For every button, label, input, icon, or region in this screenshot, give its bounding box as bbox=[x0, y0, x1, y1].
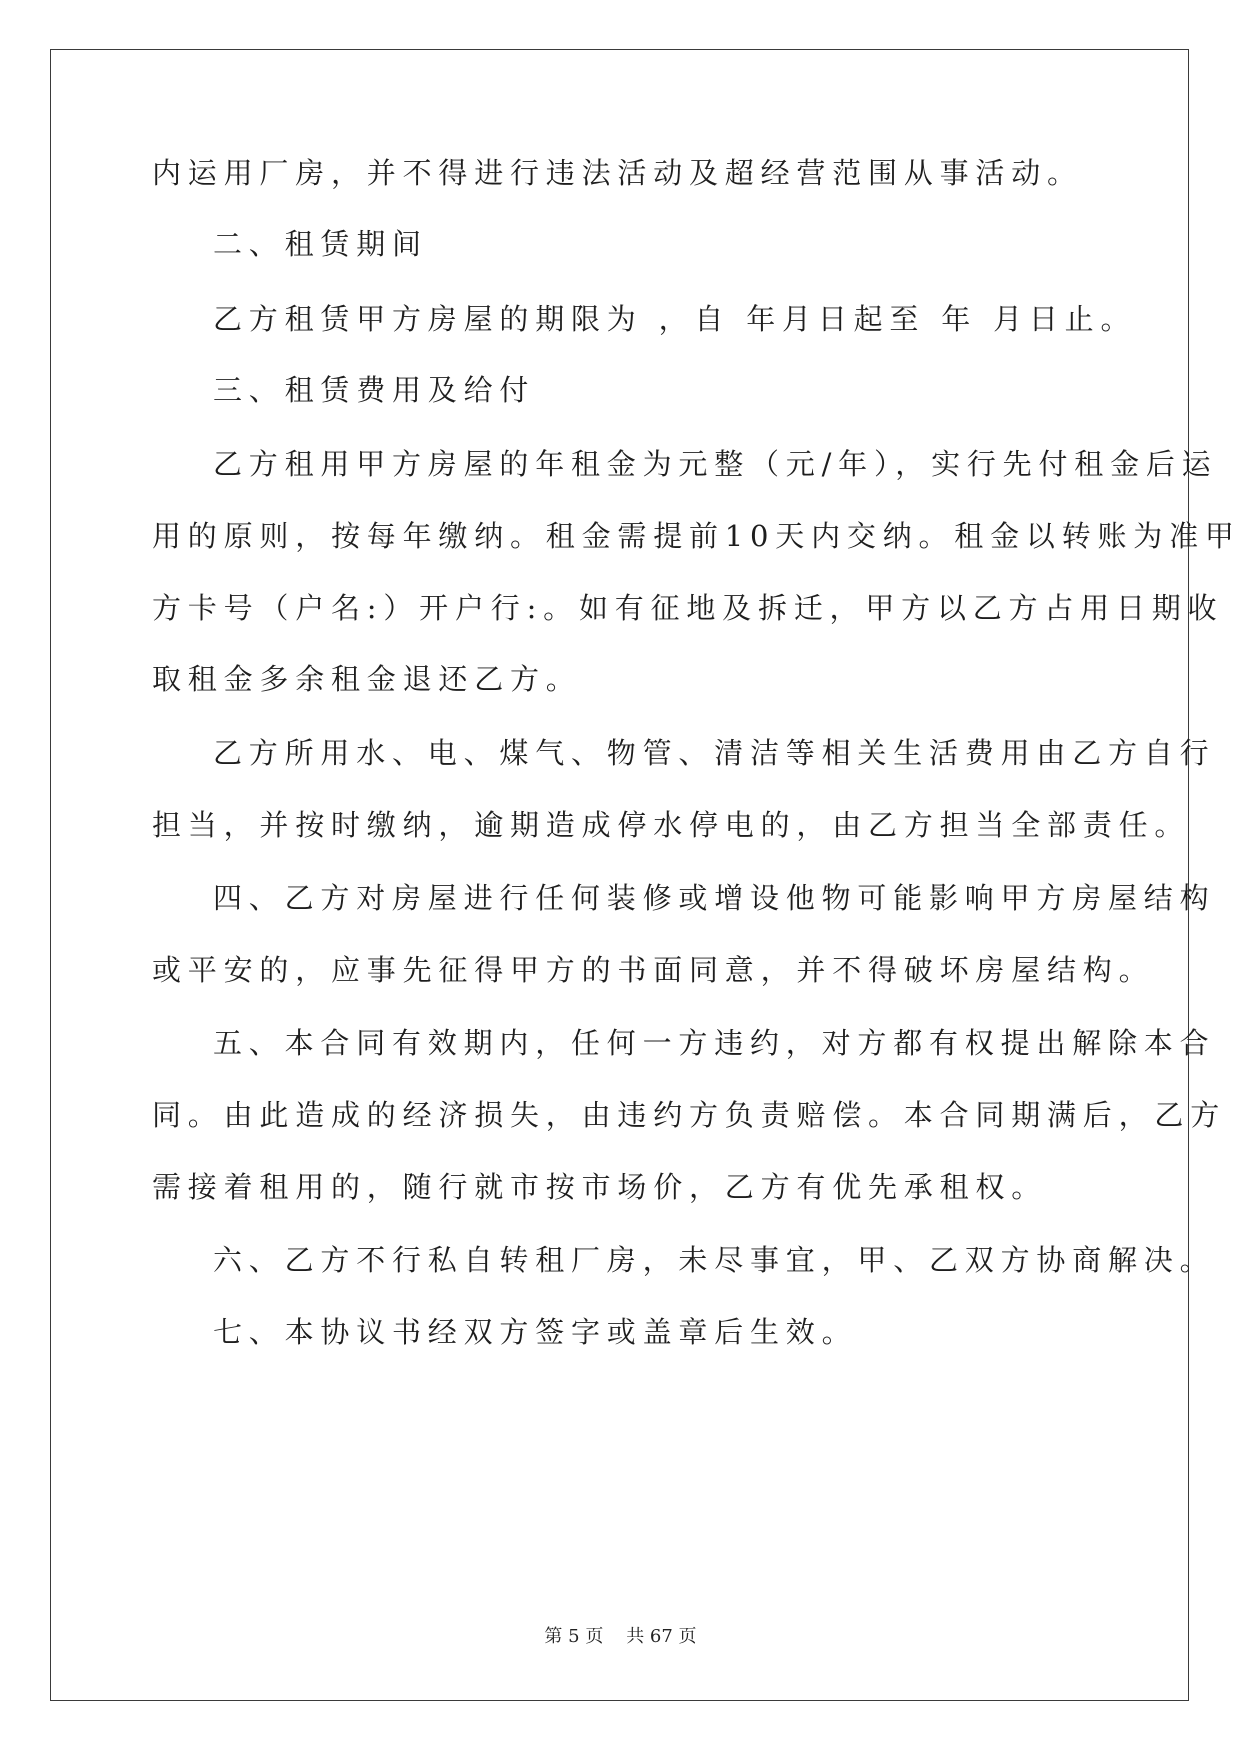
body-line-6: 用的原则，按每年缴纳。租金需提前10天内交纳。租金以转账为准甲 bbox=[152, 519, 1241, 553]
body-line-5: 乙方租用甲方房屋的年租金为元整（元/年），实行先付租金后运 bbox=[213, 447, 1218, 481]
section-heading-2: 二、租赁期间 bbox=[213, 227, 428, 261]
body-line-17: 七、本协议书经双方签字或盖章后生效。 bbox=[213, 1315, 858, 1349]
body-line-11: 四、乙方对房屋进行任何装修或增设他物可能影响甲方房屋结构 bbox=[213, 881, 1216, 915]
body-line-9: 乙方所用水、电、煤气、物管、清洁等相关生活费用由乙方自行 bbox=[213, 736, 1216, 770]
body-line-1: 内运用厂房，并不得进行违法活动及超经营范围从事活动。 bbox=[152, 156, 1083, 190]
body-line-14: 同。由此造成的经济损失，由违约方负责赔偿。本合同期满后，乙方 bbox=[152, 1098, 1227, 1132]
page-border bbox=[50, 49, 1189, 1701]
body-line-12: 或平安的，应事先征得甲方的书面同意，并不得破坏房屋结构。 bbox=[152, 953, 1155, 987]
body-line-10: 担当，并按时缴纳，逾期造成停水停电的，由乙方担当全部责任。 bbox=[152, 808, 1191, 842]
body-line-3: 乙方租赁甲方房屋的期限为 ，自 年月日起至 年 月日止。 bbox=[213, 302, 1137, 336]
body-line-8: 取租金多余租金退还乙方。 bbox=[152, 662, 582, 696]
body-line-16: 六、乙方不行私自转租厂房，未尽事宜，甲、乙双方协商解决。 bbox=[213, 1243, 1216, 1277]
page-number-footer: 第 5 页 共 67 页 bbox=[544, 1626, 697, 1647]
section-heading-3: 三、租赁费用及给付 bbox=[213, 373, 536, 407]
body-line-7: 方卡号（户名:）开户行:。如有征地及拆迁，甲方以乙方占用日期收 bbox=[152, 591, 1224, 625]
body-line-13: 五、本合同有效期内，任何一方违约，对方都有权提出解除本合 bbox=[213, 1026, 1216, 1060]
body-line-15: 需接着租用的，随行就市按市场价，乙方有优先承租权。 bbox=[152, 1170, 1048, 1204]
